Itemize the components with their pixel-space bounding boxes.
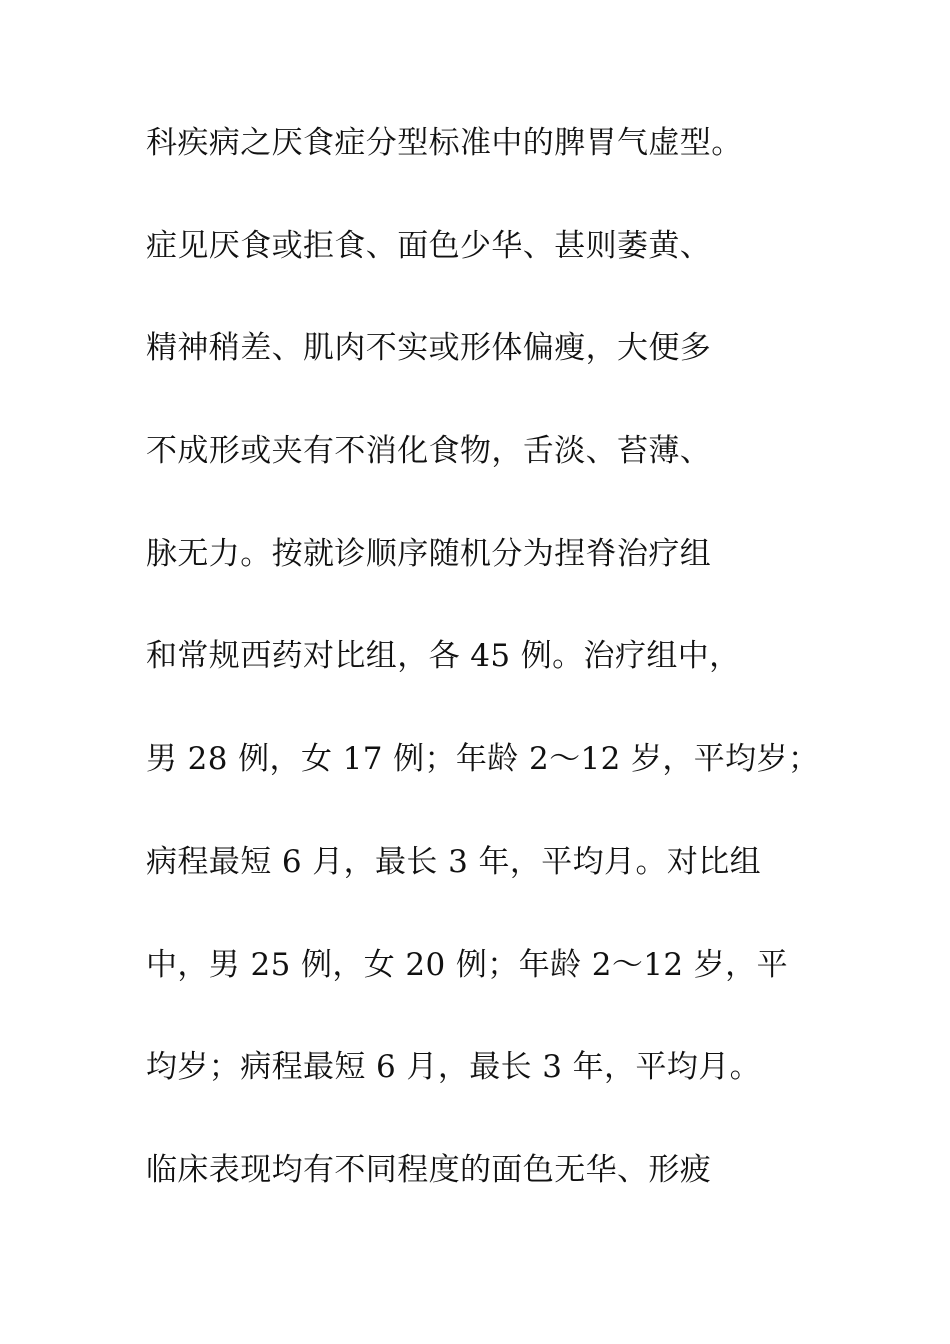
text-line-1: 科疾病之厌食症分型标准中的脾胃气虚型。	[146, 125, 743, 161]
text-line-4: 不成形或夹有不消化食物，舌淡、苔薄、	[146, 433, 712, 470]
text-line-5: 脉无力。按就诊顺序随机分为捏脊治疗组	[146, 535, 712, 572]
text-line-3: 精神稍差、肌肉不实或形体偏瘦，大便多	[146, 330, 712, 367]
text-line-8: 病程最短 6 月，最长 3 年，平均月。对比组	[146, 843, 762, 880]
text-line-6: 和常规西药对比组，各 45 例。治疗组中，	[146, 638, 741, 675]
body-text	[146, 125, 836, 1258]
text-line-7: 男 28 例，女 17 例；年龄 2～12 岁，平均岁；	[146, 741, 820, 778]
text-line-11: 临床表现均有不同程度的面色无华、形疲	[146, 1151, 712, 1188]
text-line-10: 均岁；病程最短 6 月，最长 3 年，平均月。	[146, 1049, 762, 1086]
text-line-2: 症见厌食或拒食、面色少华、甚则萎黄、	[146, 227, 712, 264]
text-line-9: 中，男 25 例，女 20 例；年龄 2～12 岁，平	[146, 946, 788, 983]
